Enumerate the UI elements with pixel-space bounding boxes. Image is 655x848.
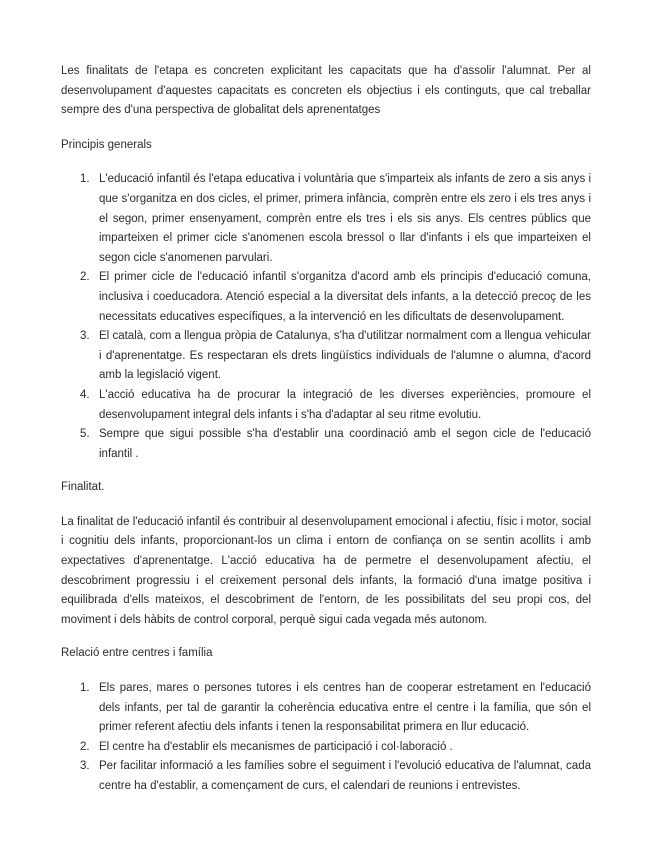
- list-item: [61, 268, 591, 327]
- list-item: [61, 386, 591, 425]
- list-item: [61, 757, 591, 796]
- list-item: [61, 679, 591, 738]
- list-item-number: 2.: [80, 271, 90, 284]
- list-item: [61, 170, 591, 268]
- list-item-number: 3.: [80, 760, 90, 773]
- principis-heading: Principis generals: [61, 138, 152, 151]
- principis-list: [61, 170, 591, 464]
- list-item-text: El català, com a llengua pròpia de Catalunya, s'ha d'utilitzar normalment com a llengua vehicular i d'aprenentatge. Es respectaran els drets lingüístics individuals de l'alumne o alumna, d'acord amb la legislació vigent.: [99, 330, 591, 382]
- list-item-number: 5.: [80, 428, 90, 441]
- list-item-text: L'educació infantil és l'etapa educativa i voluntària que s'imparteix als infants de zero a sis anys i que s'organitza en dos cicles, el primer, primera infància, comprèn entre els zero i els tres anys i el segon, primer ensenyament, comprèn entre els tres i els sis anys. Els centres públics que imparteixen el primer cicle s'anomenen escola bressol o llar d'infants i els que imparteixen el segon cicle s'anomenen parvulari.: [99, 173, 591, 264]
- list-item-number: 1.: [80, 173, 90, 186]
- list-item-number: 4.: [80, 388, 90, 401]
- list-item: [61, 327, 591, 386]
- list-item-text: Sempre que sigui possible s'ha d'establir una coordinació amb el segon cicle de l'educació infantil .: [99, 428, 591, 460]
- list-item: [61, 738, 591, 758]
- document-body: [61, 62, 591, 797]
- relacio-heading: Relació entre centres i família: [61, 647, 213, 660]
- intro-paragraph: Les finalitats de l'etapa es concreten explicitant les capacitats que ha d'assolir l'alumnat. Per al desenvolupament d'aquestes capacitats es concreten els objectius i els continguts, que cal treballar sempre des d'una perspectiva de globalitat dels aprenentatges: [61, 65, 591, 117]
- relacio-list: [61, 679, 591, 797]
- list-item: [61, 425, 591, 464]
- list-item-text: El centre ha d'establir els mecanismes de participació i col·laboració .: [99, 740, 453, 753]
- list-item-number: 3.: [80, 330, 90, 343]
- list-item-text: Per facilitar informació a les famílies sobre el seguiment i l'evolució educativa de l'alumnat, cada centre ha d'establir, a començament de curs, el calendari de reunions i entrevistes.: [99, 760, 591, 792]
- list-item-text: Els pares, mares o persones tutores i els centres han de cooperar estretament en l'educació dels infants, per tal de garantir la coherència educativa entre el centre i la família, que són el primer referent afectiu dels infants i tenen la responsabilitat primera en llur educació.: [99, 682, 591, 734]
- list-item-text: L'acció educativa ha de procurar la integració de les diverses experiències, promoure el desenvolupament integral dels infants i s'ha d'adaptar al seu ritme evolutiu.: [99, 388, 591, 421]
- list-item-number: 1.: [80, 682, 90, 695]
- finalitat-paragraph: La finalitat de l'educació infantil és contribuir al desenvolupament emocional i afectiu, físic i motor, social i cognitiu dels infants, proporcionant-los un clima i entorn de confiança on se sentin acollits i amb expectatives d'aprenentatge. L'acció educativa ha de permetre el desenvolupament afectiu, el descobriment progressiu i el creixement personal dels infants, la formació d'una imatge positiva i equilibrada d'ells mateixos, el descobriment de l'entorn, de les possibilitats del seu propi cos, del moviment i dels hàbits de control corporal, perquè sigui cada vegada més autonom.: [61, 515, 591, 626]
- list-item-number: 2.: [80, 740, 90, 753]
- list-item-text: El primer cicle de l'educació infantil s'organitza d'acord amb els principis d'educació comuna, inclusiva i coeducadora. Atenció especial a la diversitat dels infants, a la detecció precoç de les necessitats educatives específiques, a la intervenció en les dificultats de desenvolupament.: [99, 271, 591, 323]
- finalitat-heading: Finalitat.: [61, 481, 105, 494]
